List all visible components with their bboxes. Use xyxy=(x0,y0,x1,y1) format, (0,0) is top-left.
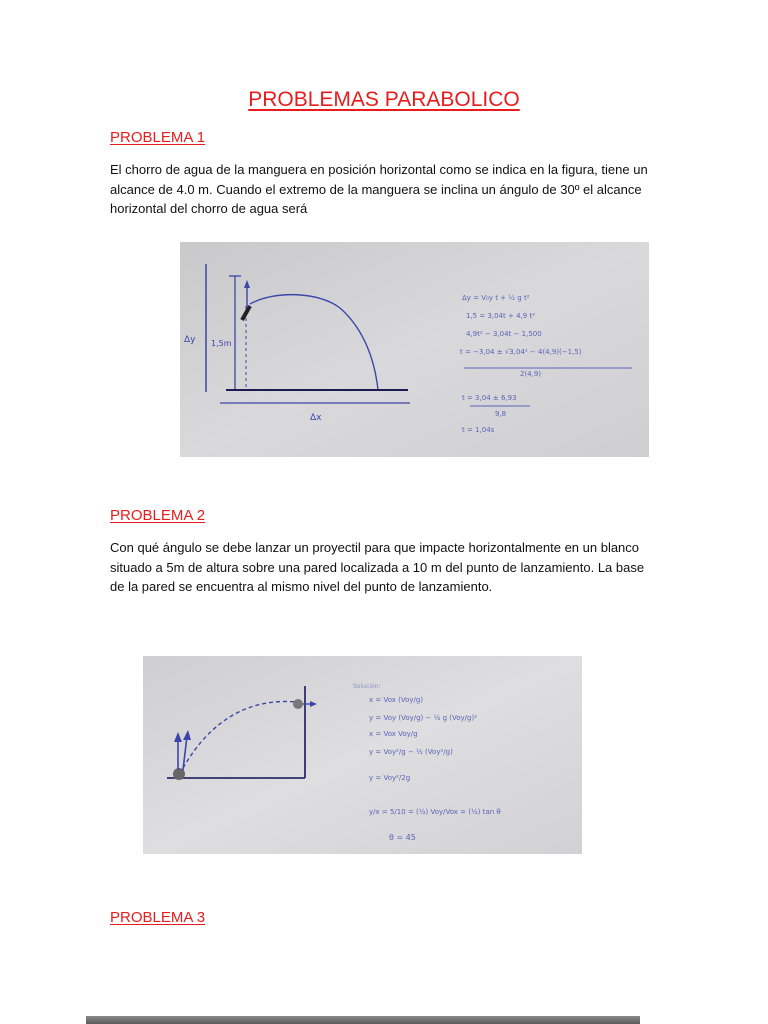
problem-3-heading: PROBLEMA 3 xyxy=(110,909,206,926)
page-bottom-edge xyxy=(86,1016,640,1024)
svg-text:2(4,9): 2(4,9) xyxy=(520,370,542,378)
target-ball xyxy=(293,699,303,709)
svg-text:t = 1,04s: t = 1,04s xyxy=(462,426,495,434)
svg-text:y = Voy²/2g: y = Voy²/2g xyxy=(369,774,411,782)
dy-label: Δy xyxy=(184,335,196,345)
svg-text:y = Voy²/g − ½ (Voy²/g): y = Voy²/g − ½ (Voy²/g) xyxy=(369,748,453,756)
svg-text:Δy = V₀y t + ½ g t²: Δy = V₀y t + ½ g t² xyxy=(462,294,530,302)
svg-text:x = Vox (Voy/g): x = Vox (Voy/g) xyxy=(369,696,424,704)
svg-text:4,9t² − 3,04t − 1,500: 4,9t² − 3,04t − 1,500 xyxy=(466,330,542,338)
svg-text:x = Vox Voy/g: x = Vox Voy/g xyxy=(369,730,418,738)
problem-1-heading: PROBLEMA 1 xyxy=(110,129,206,146)
height-label: 1,5m xyxy=(211,339,232,348)
problem-2-figure xyxy=(143,656,582,854)
svg-text:Solución:: Solución: xyxy=(353,683,381,690)
dx-label: Δx xyxy=(310,413,322,423)
problem-1-text: El chorro de agua de la manguera en posición horizontal como se indica en la figura, tiene un alcance de 4.0 m. Cuando el extremo de la manguera se inclina un ángulo de 30º el alcance horizontal del chorro de agua será xyxy=(110,162,648,216)
svg-text:y/x = 5/10 = (½) Voy/Vox = (½): y/x = 5/10 = (½) Voy/Vox = (½) tan θ xyxy=(369,808,501,816)
problem-1-figure xyxy=(180,242,649,457)
svg-text:1,5 = 3,04t + 4,9 t²: 1,5 = 3,04t + 4,9 t² xyxy=(466,312,536,320)
svg-text:t = −3,04 ± √3,04² − 4(4,9)(−1: t = −3,04 ± √3,04² − 4(4,9)(−1,5) xyxy=(460,348,582,356)
problem-2-text: Con qué ángulo se debe lanzar un proyectil para que impacte horizontalmente en un blanco situado a 5m de altura sobre una pared localizada a 10 m del punto de lanzamiento. La base de la pared se encuentra al mismo nivel del punto de lanzamiento. xyxy=(110,540,645,594)
page-title: PROBLEMAS PARABOLICO xyxy=(248,88,520,111)
svg-text:y = Voy (Voy/g) − ½ g (Voy/g)²: y = Voy (Voy/g) − ½ g (Voy/g)² xyxy=(369,714,478,722)
problem-2-heading: PROBLEMA 2 xyxy=(110,507,206,524)
svg-text:t = 3,04 ± 6,93: t = 3,04 ± 6,93 xyxy=(462,394,517,402)
svg-text:θ = 45: θ = 45 xyxy=(389,833,416,842)
svg-text:9,8: 9,8 xyxy=(495,410,507,418)
